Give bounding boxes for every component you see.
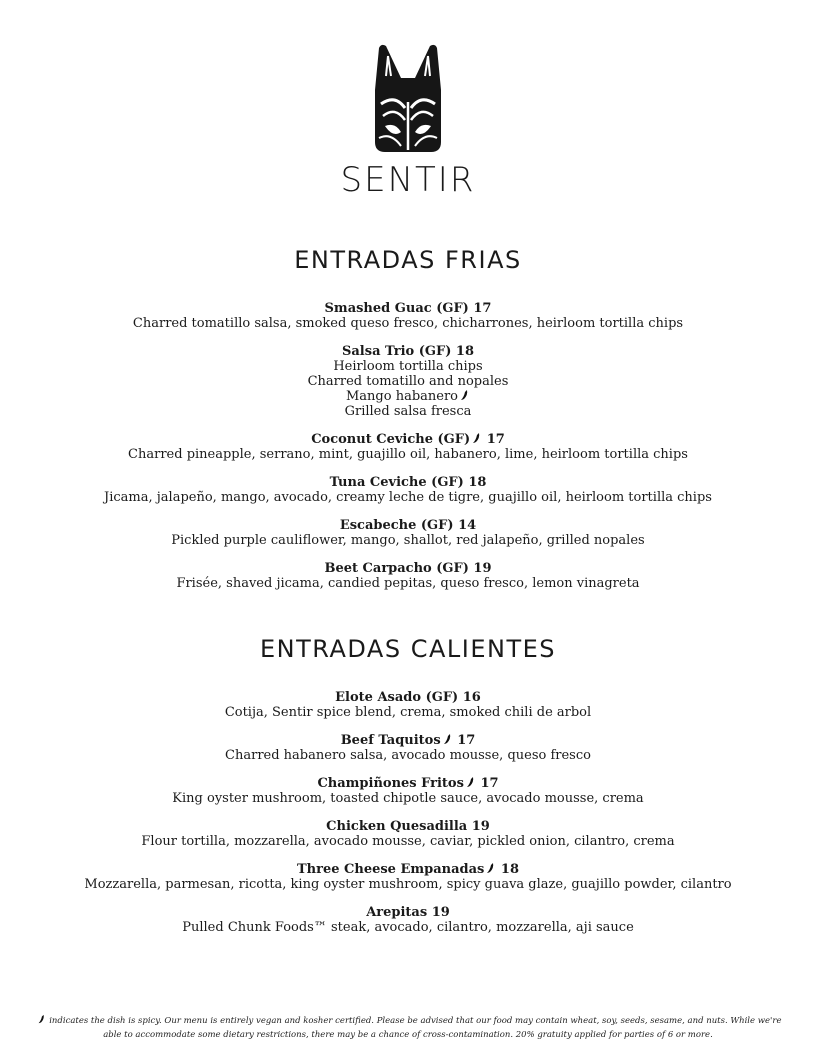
footnote xyxy=(30,1014,786,1042)
menu-item-name: Beef Taquitos xyxy=(340,733,441,748)
menu-item-name: Coconut Ceviche (GF) xyxy=(311,432,471,447)
cat-mask-icon xyxy=(371,42,445,154)
menu-item-description: Mozzarella, parmesan, ricotta, king oyster mushroom, spicy guava glaze, guajillo powder, cilantro xyxy=(84,877,732,892)
menu-item-name: Tuna Ceviche (GF) xyxy=(329,475,464,490)
menu-item xyxy=(0,432,816,462)
menu-item-description: Pulled Chunk Foods™ steak, avocado, cilantro, mozzarella, aji sauce xyxy=(182,920,634,935)
brand-name: SENTIR xyxy=(340,160,476,200)
menu-item-title xyxy=(0,432,816,447)
chili-pepper-icon xyxy=(37,1014,46,1026)
menu-item-price: 17 xyxy=(486,432,505,447)
menu-item-title xyxy=(0,733,816,748)
menu-item-price: 18 xyxy=(455,344,474,359)
chili-pepper-icon xyxy=(460,389,469,401)
menu-item-title xyxy=(0,862,816,877)
chili-pepper-icon xyxy=(443,733,452,745)
menu-item xyxy=(0,733,816,763)
menu-item xyxy=(0,690,816,720)
menu-item-description: King oyster mushroom, toasted chipotle sauce, avocado mousse, crema xyxy=(172,791,644,806)
menu-item-description: Pickled purple cauliflower, mango, shallot, red jalapeño, grilled nopales xyxy=(171,533,645,548)
menu-item-description: Charred pineapple, serrano, mint, guajillo oil, habanero, lime, heirloom tortilla chips xyxy=(128,447,688,462)
menu-item xyxy=(0,862,816,892)
menu-item-description: Charred tomatillo and nopales xyxy=(307,374,509,389)
menu-item-price: 17 xyxy=(473,301,492,316)
menu-item-price: 18 xyxy=(468,475,487,490)
menu-item-price: 19 xyxy=(471,819,490,834)
menu-item-title xyxy=(0,301,816,316)
menu-item-name: Salsa Trio (GF) xyxy=(342,344,452,359)
menu-item-price: 16 xyxy=(462,690,481,705)
menu-item-name: Three Cheese Empanadas xyxy=(296,862,485,877)
menu-item xyxy=(0,475,816,505)
menu-item-title xyxy=(0,518,816,533)
section-title-entradas-frias: ENTRADAS FRIAS xyxy=(294,246,522,274)
footnote-line-1: indicates the dish is spicy. Our menu is entirely vegan and kosher certified. Please be advised that our food may contain wheat, soy, seeds, sesame, and nuts. While we're xyxy=(30,1014,786,1028)
logo xyxy=(345,42,471,154)
menu-item-price: 14 xyxy=(458,518,477,533)
menu-item-description: Charred habanero salsa, avocado mousse, queso fresco xyxy=(225,748,591,763)
section-items-frias xyxy=(0,301,816,604)
menu-item-title xyxy=(0,344,816,359)
menu-item-description: Charred tomatillo salsa, smoked queso fresco, chicharrones, heirloom tortilla chips xyxy=(132,316,684,331)
menu-item-title xyxy=(0,475,816,490)
menu-item-description: Grilled salsa fresca xyxy=(344,404,472,419)
menu-item xyxy=(0,301,816,331)
menu-item-title xyxy=(0,819,816,834)
footnote-line-2: able to accommodate some dietary restrictions, there may be a chance of cross-contamination. 20% gratuity applied for parties of 6 or more. xyxy=(103,1030,713,1040)
menu-item xyxy=(0,518,816,548)
menu-item-price: 18 xyxy=(500,862,519,877)
menu-item-price: 19 xyxy=(431,905,450,920)
chili-pepper-icon xyxy=(472,432,481,444)
menu-item xyxy=(0,344,816,419)
menu-item-name: Beet Carpacho (GF) xyxy=(324,561,469,576)
menu-item-title xyxy=(0,561,816,576)
menu-item-title xyxy=(0,690,816,705)
menu-item-price: 17 xyxy=(457,733,476,748)
menu-item-name: Champiñones Fritos xyxy=(317,776,464,791)
section-items-calientes xyxy=(0,690,816,948)
menu-item-price: 17 xyxy=(480,776,499,791)
menu-item xyxy=(0,776,816,806)
menu-item-name: Chicken Quesadilla xyxy=(326,819,468,834)
menu-item-name: Escabeche (GF) xyxy=(339,518,454,533)
menu-item xyxy=(0,561,816,591)
menu-item-description: Heirloom tortilla chips xyxy=(333,359,483,374)
menu-item-price: 19 xyxy=(473,561,492,576)
menu-item-description: Cotija, Sentir spice blend, crema, smoked chili de arbol xyxy=(224,705,592,720)
menu-item-title xyxy=(0,776,816,791)
chili-pepper-icon xyxy=(466,776,475,788)
menu-item-description: Flour tortilla, mozzarella, avocado mousse, caviar, pickled onion, cilantro, crema xyxy=(141,834,675,849)
menu-item-description: Frisée, shaved jicama, candied pepitas, queso fresco, lemon vinagreta xyxy=(176,576,640,591)
menu-item xyxy=(0,819,816,849)
section-title-entradas-calientes: ENTRADAS CALIENTES xyxy=(259,635,557,663)
menu-item-description: Jicama, jalapeño, mango, avocado, creamy leche de tigre, guajillo oil, heirloom tortilla chips xyxy=(104,490,712,505)
menu-item-title xyxy=(0,905,816,920)
menu-item xyxy=(0,905,816,935)
menu-item-description: Mango habanero xyxy=(0,389,816,404)
menu-item-name: Smashed Guac (GF) xyxy=(324,301,469,316)
menu-item-name: Elote Asado (GF) xyxy=(335,690,459,705)
menu-item-name: Arepitas xyxy=(366,905,428,920)
chili-pepper-icon xyxy=(486,862,495,874)
